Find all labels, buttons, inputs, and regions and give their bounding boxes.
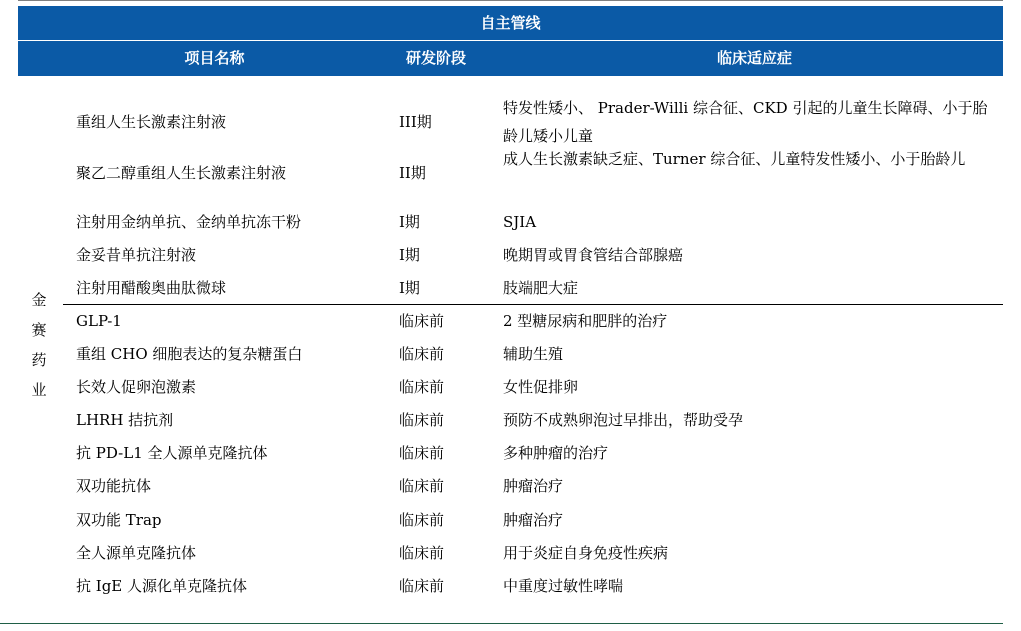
company-char: 赛	[31, 321, 47, 339]
project-name-cell: 抗 IgE 人源化单克隆抗体	[76, 577, 248, 595]
project-name-cell: 双功能 Trap	[76, 511, 162, 529]
project-name-cell: 双功能抗体	[76, 477, 152, 495]
indication-cell: SJIA	[503, 213, 537, 231]
stage-cell: 临床前	[399, 544, 445, 562]
stage-cell: 临床前	[399, 477, 445, 495]
project-name-cell: 抗 PD-L1 全人源单克隆抗体	[76, 444, 268, 462]
project-name-cell: 金妥昔单抗注射液	[76, 246, 197, 264]
section-divider	[63, 304, 1003, 305]
stage-cell: 临床前	[399, 378, 445, 396]
stage-cell: 临床前	[399, 577, 445, 595]
stage-cell: 临床前	[399, 444, 445, 462]
group-title: 自主管线	[480, 14, 541, 32]
top-rule	[18, 0, 1003, 1]
indication-cell: 中重度过敏性哮喘	[503, 577, 624, 595]
indication-cell: 女性促排卵	[503, 378, 579, 396]
indication-cell: 肿瘤治疗	[503, 511, 564, 529]
bottom-rule	[0, 623, 1003, 624]
stage-cell: 临床前	[399, 511, 445, 529]
project-name-cell: LHRH 拮抗剂	[76, 411, 174, 429]
project-name-cell: 注射用金纳单抗、金纳单抗冻干粉	[76, 213, 302, 231]
stage-cell: 临床前	[399, 312, 445, 330]
column-header-project-name: 项目名称	[184, 49, 245, 67]
stage-cell: I期	[399, 279, 420, 297]
stage-cell: I期	[399, 246, 420, 264]
indication-cell: 多种肿瘤的治疗	[503, 444, 609, 462]
project-name-cell: 长效人促卵泡激素	[76, 378, 197, 396]
project-name-cell: 聚乙二醇重组人生长激素注射液	[76, 164, 287, 182]
indication-cell: 2 型糖尿病和肥胖的治疗	[503, 312, 668, 330]
indication-cell: 成人生长激素缺乏症、Turner 综合征、儿童特发性矮小、小于胎龄儿	[503, 150, 966, 168]
indication-cell: 辅助生殖	[503, 345, 564, 363]
column-header-indication: 临床适应症	[716, 49, 792, 67]
indication-cell: 用于炎症自身免疫性疾病	[503, 544, 669, 562]
indication-cell: 预防不成熟卵泡过早排出，帮助受孕	[503, 411, 744, 429]
project-name-cell: 重组人生长激素注射液	[76, 113, 227, 131]
project-name-cell: 注射用醋酸奥曲肽微球	[76, 279, 227, 297]
project-name-cell: 全人源单克隆抗体	[76, 544, 197, 562]
project-name-cell: GLP-1	[76, 312, 122, 330]
stage-cell: III期	[399, 113, 432, 131]
indication-cell: 肿瘤治疗	[503, 477, 564, 495]
project-name-cell: 重组 CHO 细胞表达的复杂糖蛋白	[76, 345, 303, 363]
indication-cell: 晚期胃或胃食管结合部腺癌	[503, 246, 684, 264]
column-header-stage: 研发阶段	[405, 49, 466, 67]
stage-cell: 临床前	[399, 411, 445, 429]
indication-cell: 肢端肥大症	[503, 279, 579, 297]
company-char: 金	[31, 291, 47, 309]
company-char: 业	[31, 381, 47, 399]
company-char: 药	[31, 351, 47, 369]
company-name	[24, 285, 54, 405]
stage-cell: II期	[399, 164, 426, 182]
indication-cell: 特发性矮小、 Prader-Willi 综合征、CKD 引起的儿童生长障碍、小于胎龄儿矮小儿童	[503, 99, 988, 145]
stage-cell: I期	[399, 213, 420, 231]
stage-cell: 临床前	[399, 345, 445, 363]
